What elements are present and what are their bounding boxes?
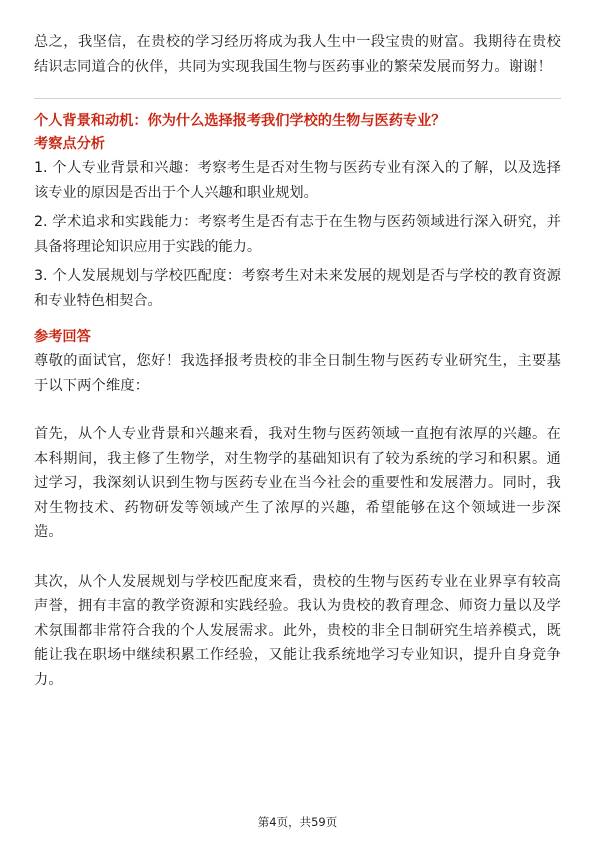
interview-question: 个人背景和动机：你为什么选择报考我们学校的生物与医药专业？ xyxy=(34,113,446,129)
answer-heading: 参考回答 xyxy=(34,329,91,345)
intro-closing-paragraph: 总之，我坚信，在贵校的学习经历将成为我人生中一段宝贵的财富。我期待在贵校结识志同道合的伙伴，共同为实现我国生物与医药事业的繁荣发展而努力。谢谢！ xyxy=(34,34,561,75)
page-number-footer: 第4页，共59页 xyxy=(257,815,338,829)
analysis-item: 2. 学术追求和实践能力：考察考生是否有志于在生物与医药领域进行深入研究，并具备将理论知识应用于实践的能力。 xyxy=(34,214,561,255)
section-divider xyxy=(34,98,561,99)
analysis-item: 1. 个人专业背景和兴趣：考察考生是否对生物与医药专业有深入的了解，以及选择该专业的原因是否出于个人兴趣和职业规划。 xyxy=(34,160,561,201)
answer-greeting: 尊敬的面试官，您好！我选择报考贵校的非全日制生物与医药专业研究生，主要基于以下两个维度： xyxy=(34,353,561,394)
analysis-heading: 考察点分析 xyxy=(34,136,105,152)
answer-paragraph-2: 其次，从个人发展规划与学校匹配度来看，贵校的生物与医药专业在业界享有较高声誉，拥有丰富的教学资源和实践经验。我认为贵校的教育理念、师资力量以及学术氛围都非常符合我的个人发展需求。此外，贵校的非全日制研究生培养模式，既能让我在职场中继续积累工作经验，又能让我系统地学习专业知识，提升自身竞争力。 xyxy=(34,573,561,688)
analysis-item: 3. 个人发展规划与学校匹配度：考察考生对未来发展的规划是否与学校的教育资源和专业特色相契合。 xyxy=(34,268,561,309)
document-page xyxy=(34,30,561,692)
answer-paragraph-1: 首先，从个人专业背景和兴趣来看，我对生物与医药领域一直抱有浓厚的兴趣。在本科期间，我主修了生物学，对生物学的基础知识有了较为系统的学习和积累。通过学习，我深刻认识到生物与医药专业在当今社会的重要性和发展潜力。同时，我对生物技术、药物研发等领域产生了浓厚的兴趣，希望能够在这个领域进一步深造。 xyxy=(34,426,561,540)
